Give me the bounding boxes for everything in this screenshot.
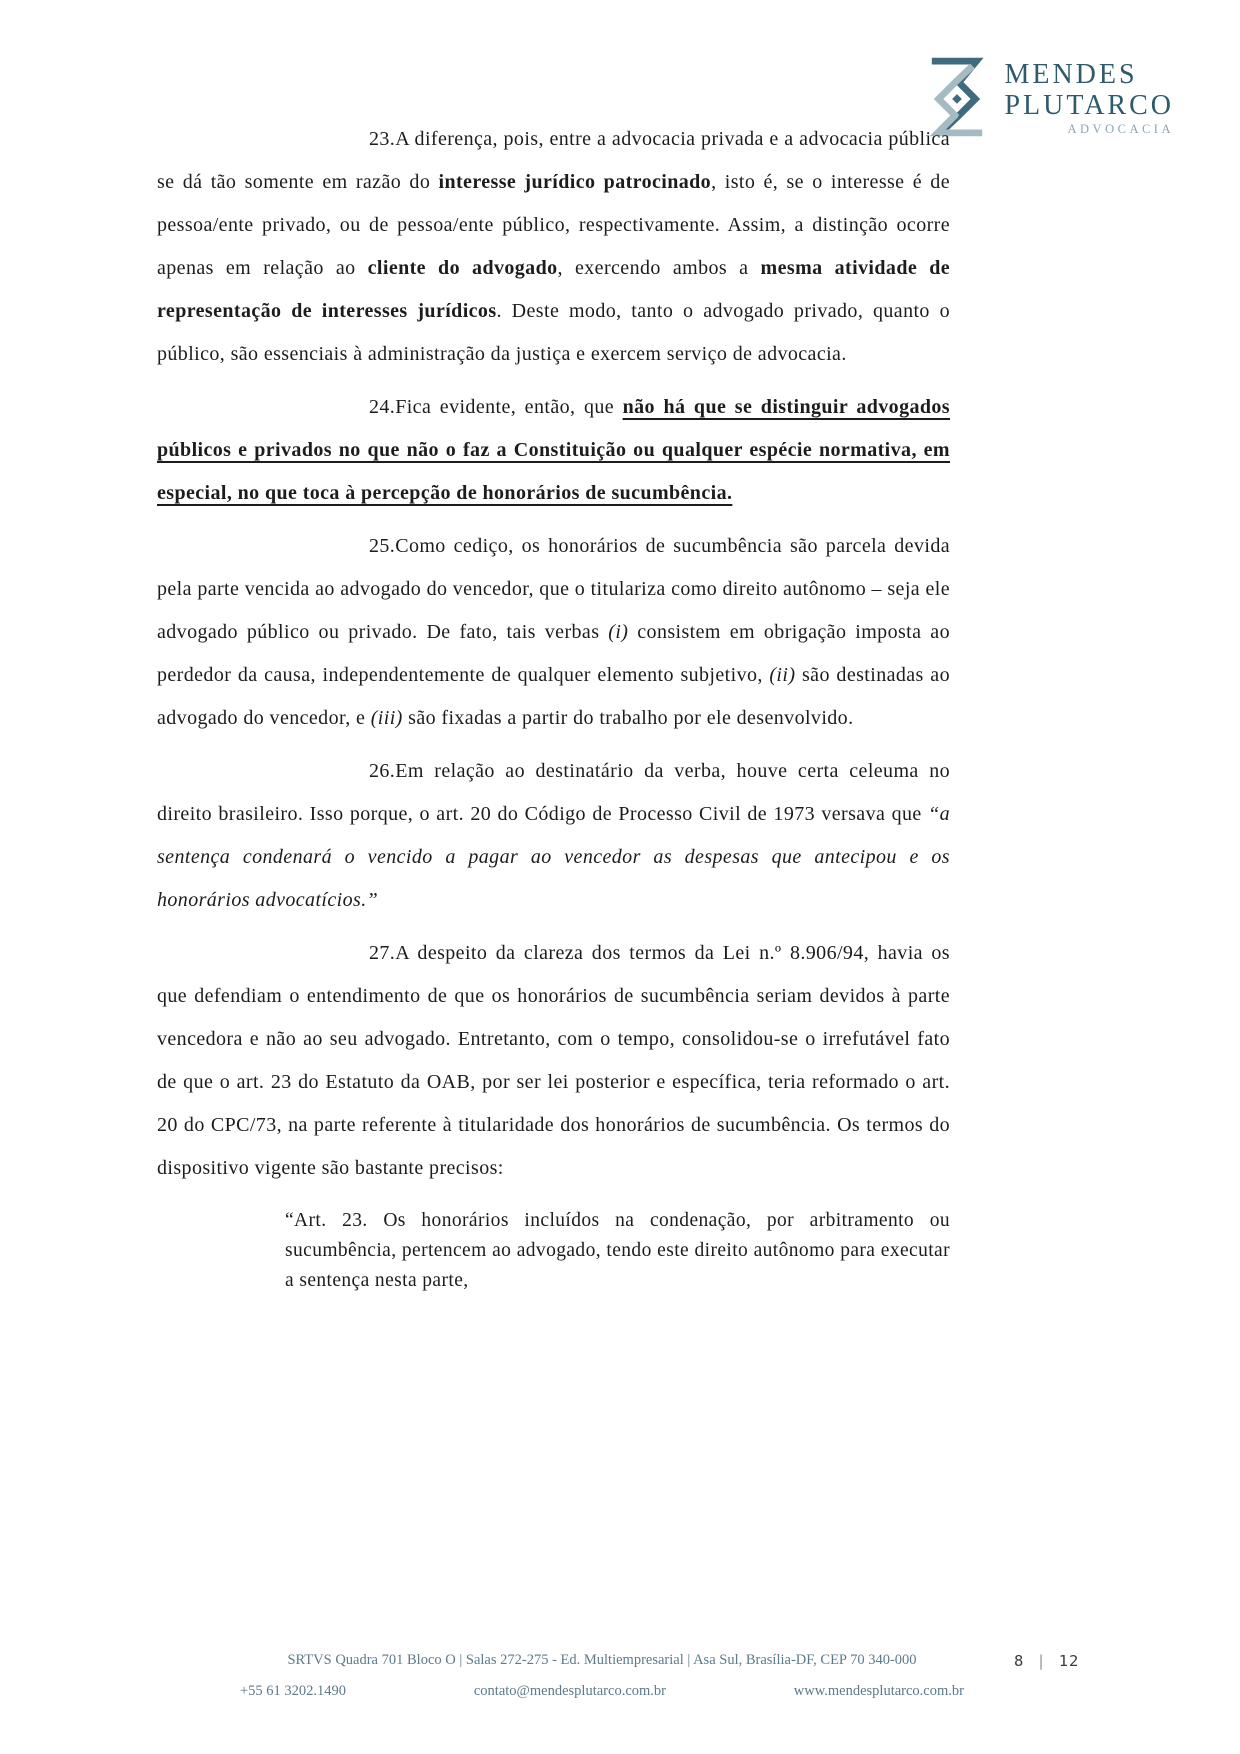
- text-run: Como cediço, os honorários de sucumbência são parcela devida pela parte vencida ao advogado do vencedor, que o titulariza como direito autônomo – seja ele advogado público ou privado. De fato, tais verbas: [157, 535, 950, 643]
- text-run: são destinadas ao advogado do vencedor, e: [157, 664, 950, 729]
- text-run: cliente do advogado: [367, 257, 558, 279]
- text-run: Fica evidente, então, que: [395, 396, 623, 418]
- footer-address: SRTVS Quadra 701 Bloco O | Salas 272-275 - Ed. Multiempresarial | Asa Sul, Brasília-DF, CEP 70 340-000: [287, 1652, 917, 1668]
- firm-wordmark: [1004, 59, 1174, 136]
- text-run: mesma atividade de representação de interesses jurídicos: [157, 257, 951, 322]
- statute-quote: [285, 1206, 950, 1296]
- brand-name-line1: MENDES: [1004, 58, 1138, 90]
- text-run: interesse jurídico patrocinado: [438, 171, 712, 193]
- page-number: [1014, 1652, 1079, 1670]
- paragraph-number: 26.: [369, 760, 396, 782]
- paragraph-25: [157, 525, 950, 740]
- text-run: (ii): [769, 664, 796, 686]
- text-run: A diferença, pois, entre a advocacia privada e a advocacia pública se dá tão somente em razão do: [157, 128, 950, 193]
- footer-email: contato@mendesplutarco.com.br: [473, 1683, 666, 1699]
- document-body: [157, 118, 950, 1296]
- text-run: consistem em obrigação imposta ao perdedor da causa, independentemente de qualquer elemento subjetivo,: [157, 621, 950, 686]
- brand-subtitle: ADVOCACIA: [1067, 121, 1174, 136]
- footer: [240, 1652, 964, 1700]
- paragraph-23: [157, 118, 950, 376]
- page-number-total: 12: [1058, 1652, 1080, 1670]
- text-run: (i): [608, 621, 629, 643]
- paragraph-number: 24.: [369, 396, 396, 418]
- text-run: não há que se distinguir advogados públicos e privados no que não o faz a Constituição ou qualquer espécie normativa, em especial, no que toca à percepção de honorários de sucumbência.: [157, 396, 950, 504]
- footer-website: www.mendesplutarco.com.br: [793, 1683, 964, 1699]
- text-run: são fixadas a partir do trabalho por ele desenvolvido.: [402, 707, 854, 729]
- text-run: (iii): [370, 707, 403, 729]
- letterhead: [926, 54, 1174, 140]
- text-run: A despeito da clareza dos termos da Lei n.º 8.906/94, havia os que defendiam o entendimento de que os honorários de sucumbência seriam devidos à parte vencedora e não ao seu advogado. Entretanto, com o tempo, consolidou-se o irrefutável fato de que o art. 23 do Estatuto da OAB, por ser lei posterior e específica, teria reformado o art. 20 do CPC/73, na parte referente à titularidade dos honorários de sucumbência. Os termos do dispositivo vigente são bastante precisos:: [157, 942, 950, 1179]
- brand-name-line2: PLUTARCO: [1004, 89, 1174, 121]
- text-run: Em relação ao destinatário da verba, houve certa celeuma no direito brasileiro. Isso porque, o art. 20 do Código de Processo Civil de 1973 versava que: [157, 760, 950, 825]
- text-run: “Art. 23. Os honorários incluídos na condenação, por arbitramento ou sucumbência, pertencem ao advogado, tendo este direito autônomo para executar a sentença nesta parte,: [285, 1210, 950, 1291]
- text-run: , isto é, se o interesse é de pessoa/ente privado, ou de pessoa/ente público, respectivamente. Assim, a distinção ocorre apenas em relação ao: [157, 171, 950, 279]
- paragraph-number: 25.: [369, 535, 396, 557]
- paragraph-number: 27.: [369, 942, 396, 964]
- page-number-current: 8: [1014, 1652, 1025, 1670]
- paragraph-27: [157, 932, 950, 1190]
- footer-phone: +55 61 3202.1490: [240, 1683, 347, 1699]
- paragraph-24: [157, 386, 950, 515]
- text-run: , exercendo ambos a: [557, 257, 761, 279]
- page-number-separator: |: [1036, 1652, 1047, 1670]
- text-run: . Deste modo, tanto o advogado privado, quanto o público, são essenciais à administração da justiça e exercem serviço de advocacia.: [157, 300, 950, 365]
- text-run: “a sentença condenará o vencido a pagar ao vencedor as despesas que antecipou e os honorários advocatícios.”: [157, 803, 950, 911]
- paragraph-number: 23.: [369, 128, 396, 150]
- paragraph-26: [157, 750, 950, 922]
